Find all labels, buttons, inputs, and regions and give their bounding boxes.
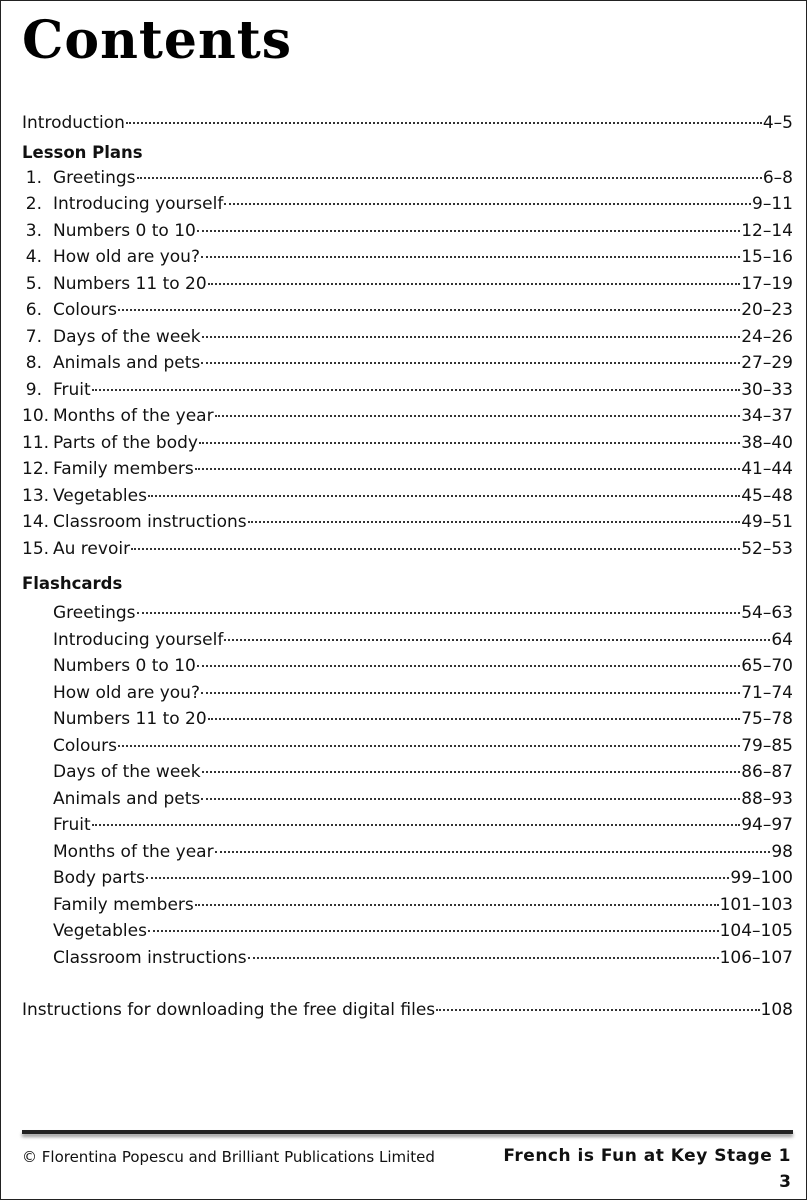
leader-dots [224, 203, 751, 205]
leader-dots [201, 692, 740, 694]
toc-entry-number: 10. [22, 406, 50, 426]
toc-entry-pages: 94–97 [741, 815, 793, 835]
toc-entry-pages: 101–103 [719, 894, 793, 915]
leader-dots [208, 283, 741, 285]
leader-dots [201, 798, 740, 800]
toc-entry-number: 12. [22, 459, 50, 479]
toc-entry-label: Colours [53, 300, 118, 320]
toc-entry-label: Body parts [53, 868, 146, 888]
toc-entry-pages: 88–93 [741, 788, 793, 809]
toc-entry-label: Vegetables [53, 485, 147, 506]
leader-dots [137, 612, 741, 614]
toc-entry-pages: 65–70 [741, 656, 793, 676]
leader-dots [248, 521, 741, 523]
leader-dots [224, 639, 770, 641]
footer-page-number: 3 [779, 1172, 791, 1192]
toc-entry-label: Animals and pets [53, 353, 201, 373]
toc-entry[interactable] [22, 733, 793, 760]
leader-dots [215, 415, 741, 417]
toc-entry-number: 3. [25, 220, 42, 241]
toc-entry-label: Fruit [53, 379, 91, 400]
toc-entry-label: Introduction [22, 113, 125, 133]
toc-entry-label: Classroom instructions [53, 512, 247, 532]
section-heading-lesson-plans: Lesson Plans [22, 142, 143, 162]
toc-entry[interactable] [22, 812, 793, 839]
toc-entry-pages: 15–16 [741, 247, 793, 267]
leader-dots [92, 824, 741, 826]
toc-entry-downloads[interactable] [22, 997, 793, 1024]
toc-entry[interactable] [22, 627, 793, 654]
toc-entry-introduction[interactable] [22, 110, 793, 137]
toc-entry-number: 9. [25, 379, 42, 400]
leader-dots [137, 177, 762, 179]
toc-entry-pages: 30–33 [741, 379, 793, 400]
toc-entry-label: Family members [53, 459, 194, 479]
flashcards-list [22, 596, 793, 971]
toc-entry[interactable] [22, 918, 793, 945]
toc-entry[interactable] [22, 271, 793, 298]
toc-entry[interactable] [22, 403, 793, 430]
toc-entry[interactable] [22, 680, 793, 707]
toc-entry-label: Numbers 0 to 10 [53, 656, 196, 676]
page-title: Contents [22, 10, 293, 71]
toc-entry-pages: 34–37 [741, 406, 793, 426]
toc-entry[interactable] [22, 600, 793, 627]
toc-entry-pages: 49–51 [741, 512, 793, 532]
leader-dots [118, 309, 740, 311]
toc-entry-number: 6. [25, 300, 42, 320]
toc-entry-label: Classroom instructions [53, 947, 247, 968]
toc-entry-label: Numbers 11 to 20 [53, 273, 207, 294]
toc-entry-label: Months of the year [53, 406, 214, 426]
leader-dots [148, 930, 719, 932]
toc-entry[interactable] [22, 297, 793, 324]
toc-entry-label: Numbers 11 to 20 [53, 709, 207, 729]
toc-entry-number: 2. [25, 194, 42, 214]
toc-entry-pages: 27–29 [741, 353, 793, 373]
leader-dots [248, 957, 719, 959]
toc-entry[interactable] [22, 165, 793, 192]
toc-entry-pages: 45–48 [741, 485, 793, 506]
toc-entry-pages: 9–11 [752, 194, 793, 214]
toc-entry-pages: 71–74 [741, 682, 793, 703]
leader-dots [195, 468, 740, 470]
toc-entry-number: 7. [25, 326, 42, 347]
leader-dots [199, 442, 740, 444]
toc-entry-pages: 86–87 [741, 762, 793, 782]
leader-dots [197, 230, 740, 232]
toc-entry[interactable] [22, 653, 793, 680]
toc-entry-pages: 4–5 [762, 113, 793, 133]
toc-entry-label: How old are you? [53, 247, 200, 267]
toc-entry-pages: 106–107 [719, 947, 793, 968]
toc-entry[interactable] [22, 191, 793, 218]
toc-entry-label: Family members [53, 894, 194, 915]
leader-dots [118, 745, 740, 747]
toc-entry-label: Parts of the body [53, 432, 198, 453]
toc-entry[interactable] [22, 377, 793, 404]
toc-entry-label: Months of the year [53, 841, 214, 862]
section-heading-flashcards: Flashcards [22, 574, 123, 593]
toc-entry-label: Fruit [53, 815, 91, 835]
toc-entry-label: Days of the week [53, 326, 201, 347]
toc-entry-number: 13. [22, 485, 50, 506]
toc-entry-label: How old are you? [53, 682, 200, 703]
lesson-plans-list [22, 165, 793, 563]
toc-entry-pages: 108 [760, 1000, 793, 1020]
leader-dots [195, 904, 719, 906]
leader-dots [131, 548, 740, 550]
toc-entry-label: Greetings [53, 167, 136, 188]
toc-entry-pages: 41–44 [741, 459, 793, 479]
toc-entry-pages: 79–85 [741, 735, 793, 756]
toc-entry[interactable] [22, 350, 793, 377]
toc-entry[interactable] [22, 706, 793, 733]
leader-dots [92, 389, 741, 391]
leader-dots [126, 122, 762, 124]
toc-entry-label: Animals and pets [53, 788, 201, 809]
toc-entry[interactable] [22, 536, 793, 563]
toc-entry-pages: 6–8 [762, 167, 793, 188]
toc-entry-label: Vegetables [53, 921, 147, 941]
toc-entry-number: 4. [25, 247, 42, 267]
toc-entry-label: Introducing yourself [53, 194, 224, 214]
toc-entry[interactable] [22, 786, 793, 813]
toc-entry-label: Au revoir [53, 538, 131, 559]
toc-entry-number: 14. [22, 512, 50, 532]
toc-entry-label: Introducing yourself [53, 629, 224, 650]
toc-entry[interactable] [22, 430, 793, 457]
footer-copyright: © Florentina Popescu and Brilliant Publications Limited [22, 1148, 435, 1166]
toc-entry-label: Colours [53, 735, 118, 756]
leader-dots [202, 771, 741, 773]
toc-entry-label: Greetings [53, 603, 136, 623]
toc-entry-number: 11. [22, 432, 50, 453]
leader-dots [215, 851, 771, 853]
toc-entry[interactable] [22, 865, 793, 892]
leader-dots [146, 877, 729, 879]
toc-entry-pages: 99–100 [730, 868, 793, 888]
toc-entry[interactable] [22, 945, 793, 972]
leader-dots [208, 718, 741, 720]
table-of-contents [22, 110, 793, 1024]
leader-dots [201, 362, 740, 364]
toc-entry[interactable] [22, 324, 793, 351]
toc-entry-pages: 75–78 [741, 709, 793, 729]
leader-dots [436, 1009, 759, 1011]
toc-entry-pages: 24–26 [741, 326, 793, 347]
toc-entry-label: Instructions for downloading the free digital files [22, 1000, 436, 1020]
toc-entry-pages: 54–63 [741, 603, 793, 623]
toc-entry-number: 5. [25, 273, 42, 294]
leader-dots [197, 665, 740, 667]
toc-entry[interactable] [22, 759, 793, 786]
toc-entry-pages: 17–19 [741, 273, 793, 294]
toc-entry-pages: 64 [771, 629, 793, 650]
toc-entry[interactable] [22, 244, 793, 271]
toc-entry-pages: 98 [771, 841, 793, 862]
toc-entry-pages: 20–23 [741, 300, 793, 320]
leader-dots [148, 495, 740, 497]
leader-dots [202, 336, 741, 338]
toc-entry[interactable] [22, 483, 793, 510]
toc-entry-pages: 104–105 [719, 921, 793, 941]
toc-entry[interactable] [22, 509, 793, 536]
leader-dots [201, 256, 740, 258]
toc-entry[interactable] [22, 218, 793, 245]
toc-entry-number: 15. [22, 538, 50, 559]
toc-entry-pages: 52–53 [741, 538, 793, 559]
toc-entry[interactable] [22, 839, 793, 866]
toc-entry-pages: 12–14 [741, 220, 793, 241]
toc-entry-number: 1. [25, 167, 42, 188]
toc-entry-label: Numbers 0 to 10 [53, 220, 196, 241]
footer-rule [22, 1130, 793, 1134]
toc-entry-pages: 38–40 [741, 432, 793, 453]
toc-entry-label: Days of the week [53, 762, 201, 782]
toc-entry[interactable] [22, 892, 793, 919]
footer-book-title: French is Fun at Key Stage 1 [503, 1146, 791, 1166]
toc-entry-number: 8. [25, 353, 42, 373]
toc-entry[interactable] [22, 456, 793, 483]
